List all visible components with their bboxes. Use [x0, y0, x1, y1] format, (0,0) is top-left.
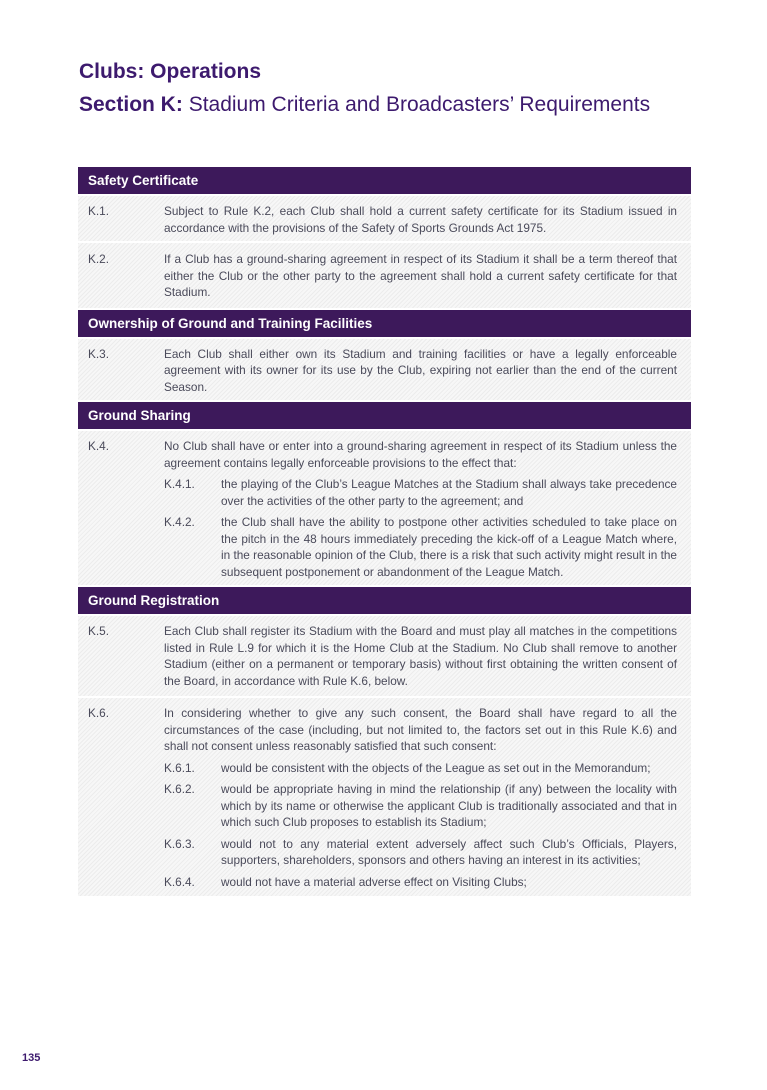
rule-text: Subject to Rule K.2, each Club shall hold a current safety certificate for its Stadium issued in accordance with the provisions of the Safety of Sports Grounds Act 1975. [164, 204, 677, 235]
sub-rule-text: would not to any material extent adversely affect such Club’s Officials, Players, supporters, shareholders, sponsors and others having an interest in its activities; [221, 836, 677, 867]
sub-rule [78, 781, 677, 831]
rule-text: Each Club shall register its Stadium with the Board and must play all matches in the competitions listed in Rule L.9 for which it is the Home Club at the Stadium. No Club shall remove to another Stadium (either on a permanent or temporary basis) without first obtaining the written consent of the Board, in accordance with Rule K.6, below. [164, 624, 677, 688]
sub-rule-number: K.4.1. [164, 477, 195, 491]
section-title: Stadium Criteria and Broadcasters’ Requirements [188, 93, 651, 116]
rule-number: K.6. [88, 706, 109, 720]
sub-rule-number: K.6.2. [164, 782, 195, 796]
section-header-ground-sharing: Ground Sharing [78, 402, 691, 429]
rule-text: Each Club shall either own its Stadium and training facilities or have a legally enforceable agreement with its owner for its use by the Club, expiring not earlier than the end of the current Season. [164, 346, 677, 394]
sub-rule [78, 760, 677, 777]
sub-rule-number: K.6.1. [164, 760, 195, 775]
sub-rule [78, 874, 677, 891]
rule-text: If a Club has a ground-sharing agreement in respect of its Stadium it shall be a term thereof that either the Club or the other party to the agreement shall hold a current safety certificate for that Stadium. [164, 252, 677, 299]
rule-row [78, 196, 691, 241]
rule-text: In considering whether to give any such consent, the Board shall have regard to all the circumstances of the case (including, but not limited to, the factors set out in this Rule K.6) and shall not consent unless reasonably satisfied that such consent: [164, 706, 677, 753]
sub-rule [78, 514, 677, 580]
rule-row [78, 431, 691, 585]
rule-number: K.3. [88, 346, 109, 361]
rule-row [78, 243, 691, 308]
rule-row [78, 339, 691, 401]
rules-document [78, 167, 691, 896]
section-header-ownership: Ownership of Ground and Training Facilities [78, 310, 691, 337]
section-header-ground-registration: Ground Registration [78, 587, 691, 614]
sub-rule [78, 836, 677, 869]
section-header-safety: Safety Certificate [78, 167, 691, 194]
sub-rule-text: would be appropriate having in mind the relationship (if any) between the locality with which by its name or otherwise the applicant Club is traditionally associated and that in which such Club proposes to establish its Stadium; [221, 782, 677, 829]
page-number: 135 [22, 1052, 41, 1064]
rule-text: No Club shall have or enter into a ground-sharing agreement in respect of its Stadium unless the agreement contains legally enforceable provisions to the effect that: [164, 439, 677, 470]
section-label: Section K: [79, 93, 183, 116]
document-title: Clubs: Operations [79, 60, 262, 83]
sub-rule-number: K.6.4. [164, 874, 195, 889]
rule-number: K.5. [88, 624, 109, 638]
sub-rule-number: K.4.2. [164, 515, 195, 529]
sub-rule [78, 476, 677, 509]
rule-number: K.2. [88, 252, 109, 266]
sub-rule-text: the Club shall have the ability to postpone other activities scheduled to take place on the pitch in the 48 hours immediately preceding the kick-off of a League Match where, in the reasonable opinion of the Club, there is a risk that such activity might result in the subsequent postponement or abandonment of the League Match. [221, 515, 677, 579]
rule-row [78, 698, 691, 896]
sub-rule-number: K.6.3. [164, 836, 195, 851]
sub-rule-text: would not have a material adverse effect on Visiting Clubs; [221, 874, 527, 889]
rule-number: K.1. [88, 204, 109, 218]
sub-rule-text: the playing of the Club’s League Matches at the Stadium shall always take precedence over the activities of the other party to the agreement; and [221, 477, 677, 508]
section-heading [79, 93, 650, 117]
rule-row [78, 616, 691, 696]
sub-rule-text: would be consistent with the objects of the League as set out in the Memorandum; [221, 760, 651, 775]
rule-number: K.4. [88, 439, 109, 453]
